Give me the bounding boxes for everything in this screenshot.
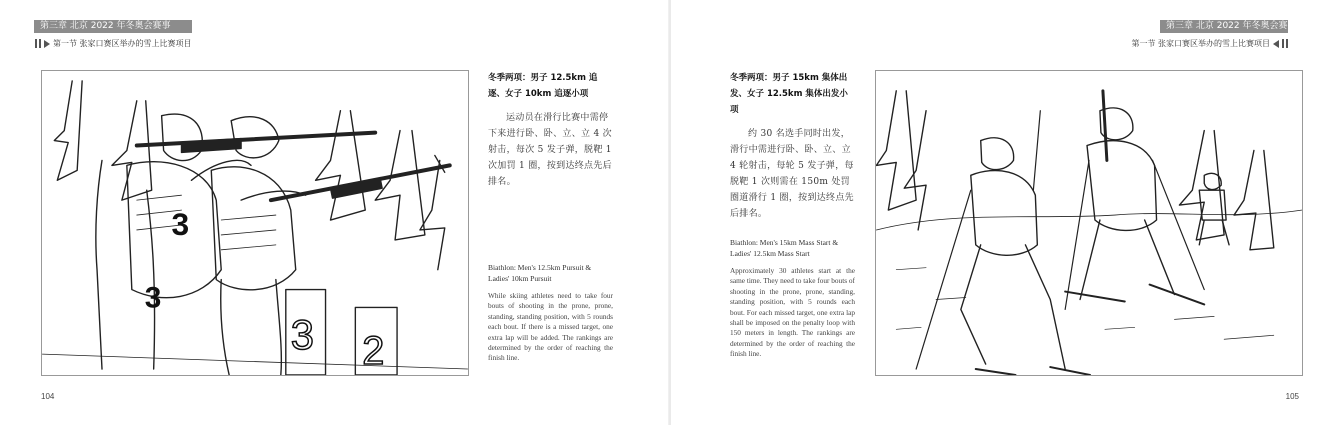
- page-number: 104: [41, 392, 55, 401]
- section-header: [35, 38, 192, 49]
- triangle-left-icon: [1273, 40, 1279, 48]
- section-header-text: 第一节 张家口赛区举办的雪上比赛项目: [53, 39, 192, 48]
- section-header: [1131, 38, 1288, 49]
- event-title-cn: 冬季两项：男子 15km 集体出发、女子 12.5km 集体出发小项: [730, 73, 848, 115]
- page-number: 105: [1285, 392, 1299, 401]
- athlete-arm: [191, 160, 305, 200]
- shooting-sketch: [42, 71, 468, 375]
- skier-front-head: [981, 138, 1014, 170]
- event-title-en: Biathlon: Men's 15km Mass Start & Ladies' 12.5km Mass Start: [730, 238, 839, 258]
- skier-front-torso: [971, 171, 1038, 256]
- skiing-sketch: [876, 71, 1302, 375]
- event-description-cn: 约 30 名选手同时出发，滑行中需进行卧、卧、立、立 4 轮射击，每轮 5 发子弹，每脱靶 1 次则需在 150m 处罚圈道滑行 1 圈，按到达终点先后排名。: [730, 129, 854, 219]
- tree-sketch: [904, 111, 926, 230]
- skier-mid-poles: [1065, 160, 1204, 309]
- target-board-number-3: 3: [290, 311, 314, 359]
- biathlon-mass-start-illustration: [875, 70, 1303, 376]
- tree-sketch: [375, 131, 425, 240]
- event-title-en: Biathlon: Men's 12.5km Pursuit & Ladies' 10km Pursuit: [488, 263, 592, 283]
- tree-sketch: [112, 101, 152, 200]
- tree-sketch: [54, 81, 82, 180]
- rifle-lower-detail: [331, 178, 383, 198]
- tree-sketch: [316, 111, 366, 220]
- skier-mid-torso: [1087, 141, 1157, 231]
- snow-hill: [876, 210, 1301, 230]
- event-title-cn: 冬季两项：男子 12.5km 追逐、女子 10km 追逐小项: [488, 73, 598, 99]
- event-description-en: Approximately 30 athletes start at the same time. They need to take four bouts of shooting in the prone, prone, standing, standing position, with 5 rounds each bout. For each missed target, one extra lap shall be imposed on the penalty loop with 150 meters in length. The rankings are determined by the order of reaching the finish line.: [730, 266, 855, 359]
- english-text-block: [730, 237, 855, 360]
- rifle-upper: [137, 133, 375, 146]
- athlete-back-head: [162, 114, 203, 160]
- skier-front-skis: [976, 367, 1090, 375]
- left-page: [0, 0, 670, 425]
- event-description-cn: 运动员在滑行比赛中需停下来进行卧、卧、立、立 4 次射击，每次 5 发子弹，脱靶 1 次加罚 1 圈，按到达终点先后排名。: [488, 113, 612, 187]
- bars-marker-icon: [1282, 39, 1288, 48]
- event-description-en: While skiing athletes need to take four bouts of shooting in the prone, prone, standing, standing position, with 5 rounds each bout. If there is a missed target, one extra lap will be added. The rankings are determined by the order of reaching the finish line.: [488, 291, 613, 363]
- tree-sketch: [876, 91, 916, 210]
- chapter-header: 第三章 北京 2022 年冬奥会赛事: [1160, 20, 1288, 33]
- section-header-text: 第一节 张家口赛区举办的雪上比赛项目: [1131, 39, 1270, 48]
- chapter-header: 第三章 北京 2022 年冬奥会赛事: [34, 20, 192, 33]
- target-board-number-2: 2: [362, 329, 385, 374]
- chinese-text-column: [730, 70, 855, 222]
- bars-marker-icon: [35, 39, 41, 48]
- biathlon-shooting-illustration: [41, 70, 469, 376]
- ground-line: [42, 354, 467, 369]
- skier-front-poles: [916, 111, 1040, 369]
- athlete-front-torso: [211, 167, 295, 290]
- english-text-block: [488, 262, 613, 364]
- jacket-hatching: [137, 195, 276, 250]
- tree-sketch: [1234, 150, 1274, 249]
- right-page: [671, 0, 1341, 425]
- chinese-text-column: [488, 70, 613, 190]
- skier-mid-rifle: [1103, 91, 1107, 161]
- bib-number-front: 3: [171, 205, 190, 242]
- bib-number-back: 3: [144, 281, 162, 315]
- skier-mid-skis: [1065, 285, 1204, 305]
- tree-sketch: [420, 160, 445, 269]
- tree-sketch: [1179, 131, 1224, 240]
- triangle-right-icon: [44, 40, 50, 48]
- skier-front-legs: [961, 245, 1065, 369]
